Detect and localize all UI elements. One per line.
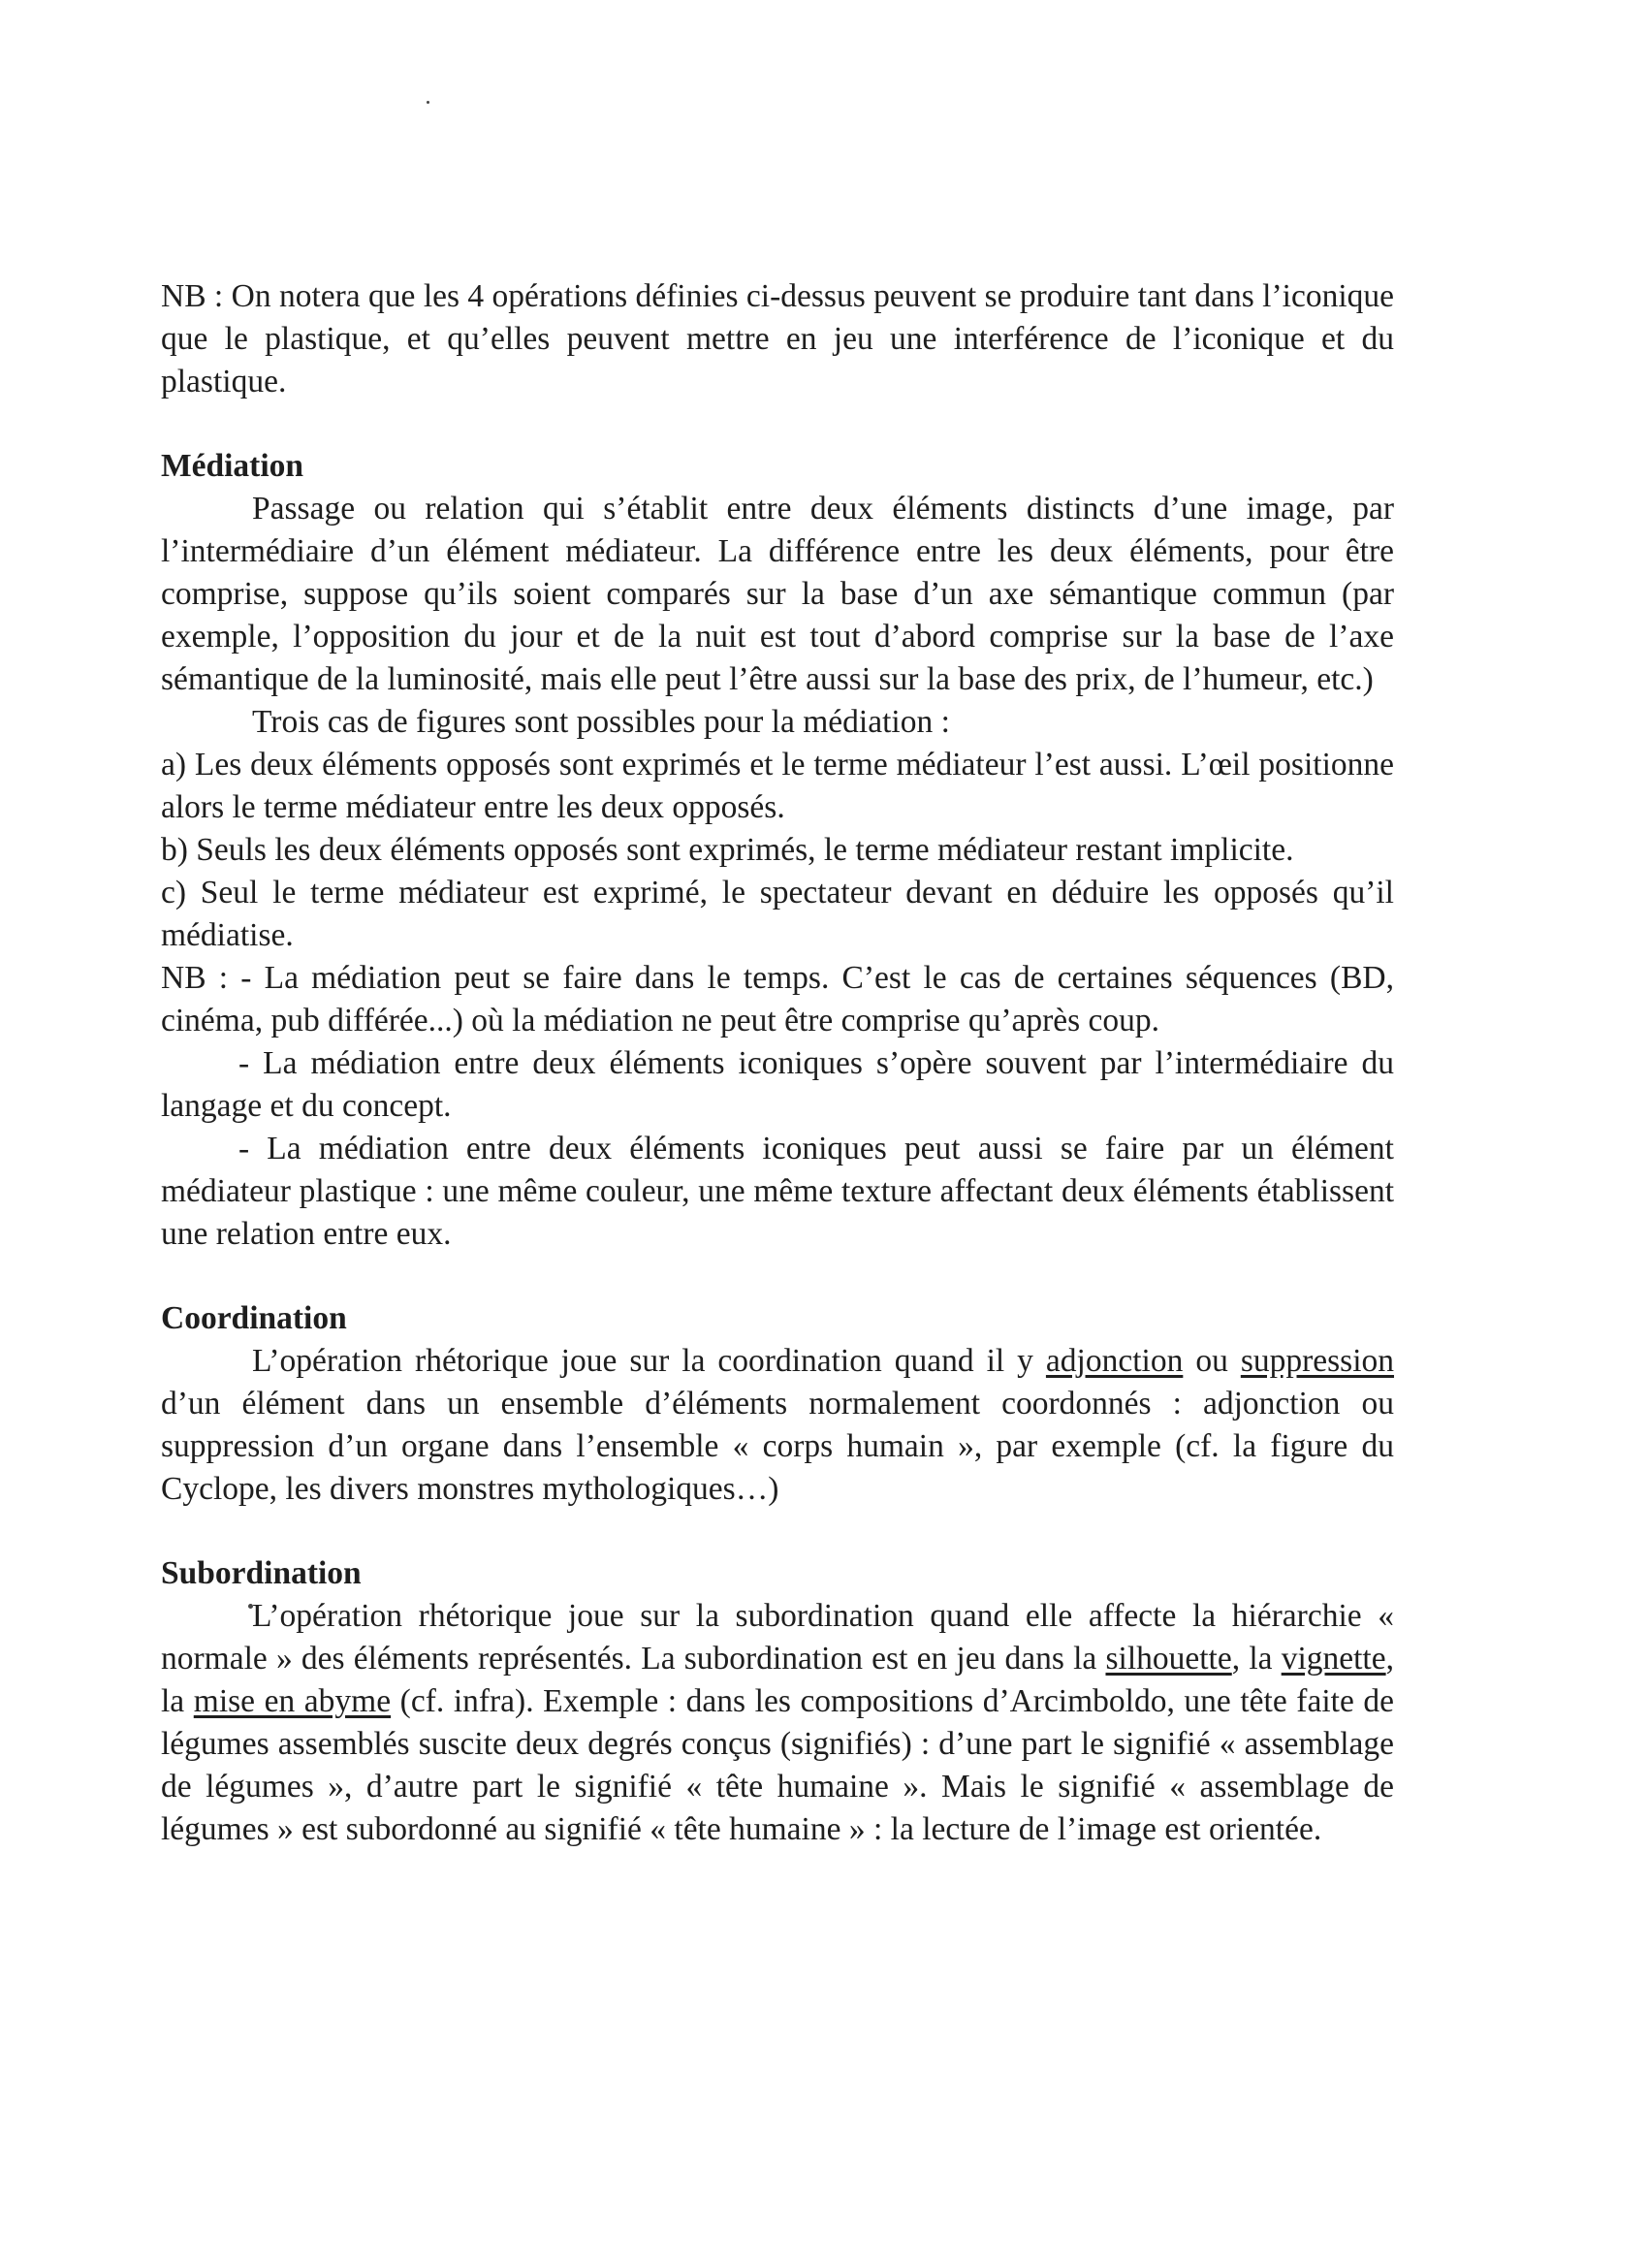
mediation-nb-1: NB : - La médiation peut se faire dans le temps. C’est le cas de certaines séquences (BD, cinéma, pub différée...) où la médiation ne peut être comprise qu’après coup. xyxy=(161,960,1394,1038)
intro-note: NB : On notera que les 4 opérations définies ci-dessus peuvent se produire tant dans l’iconique que le plastique, et qu’elles peuvent mettre en jeu une interférence de l’iconique et du plastique. xyxy=(161,278,1394,399)
heading-subordination: Subordination xyxy=(161,1555,362,1591)
term-silhouette: silhouette xyxy=(1105,1641,1232,1677)
coordination-text-1: L’opération rhétorique joue sur la coordination quand il y xyxy=(252,1343,1046,1379)
coordination-paragraph xyxy=(161,1340,1394,1511)
section-subordination xyxy=(161,1552,1394,1851)
subordination-paragraph xyxy=(161,1595,1394,1851)
subordination-text-1: L’opération rhétorique joue sur la subordination quand elle affecte la hiérarchie « normale » des éléments représentés. La subordination est en jeu dans la xyxy=(161,1598,1394,1677)
mediation-definition: Passage ou relation qui s’établit entre deux éléments distincts d’une image, par l’intermédiaire d’un élément médiateur. La différence entre les deux éléments, pour être comprise, suppose qu’ils soient comparés sur la base d’un axe sémantique commun (par exemple, l’opposition du jour et de la nuit est tout d’abord comprise sur la base de l’axe sémantique de la luminosité, mais elle peut l’être aussi sur la base des prix, de l’humeur, etc.) xyxy=(161,491,1394,697)
subordination-text-4: (cf. infra). Exemple : dans les compositions d’Arcimboldo, une tête faite de légumes assemblés suscite deux degrés conçus (signifiés) : d’une part le signifié « assemblage de légumes », d’autre part le signifié « tête humaine ». Mais le signifié « assemblage de légumes » est subordonné au signifié « tête humaine » : la lecture de l’image est orientée. xyxy=(161,1683,1395,1847)
section-coordination xyxy=(161,1297,1394,1511)
mediation-nb-2: - La médiation entre deux éléments iconiques s’opère souvent par l’intermédiaire du langage et du concept. xyxy=(161,1045,1394,1124)
term-suppression: suppression xyxy=(1240,1343,1395,1379)
mediation-case-b: b) Seuls les deux éléments opposés sont exprimés, le terme médiateur restant implicite. xyxy=(161,832,1294,868)
subordination-text-2: , la xyxy=(1231,1641,1282,1677)
heading-coordination: Coordination xyxy=(161,1300,347,1336)
mediation-case-c: c) Seul le terme médiateur est exprimé, le spectateur devant en déduire les opposés qu’il médiatise. xyxy=(161,875,1394,953)
heading-mediation: Médiation xyxy=(161,448,304,484)
scan-speck xyxy=(427,101,429,104)
section-mediation xyxy=(161,445,1394,1256)
term-mise-en-abyme: mise en abyme xyxy=(193,1683,392,1719)
mediation-case-a: a) Les deux éléments opposés sont exprimés et le terme médiateur l’est aussi. L’œil positionne alors le terme médiateur entre les deux opposés. xyxy=(161,747,1394,825)
subordination-text-3: , la xyxy=(161,1641,1394,1719)
mediation-nb-3: - La médiation entre deux éléments iconiques peut aussi se faire par un élément médiateur plastique : une même couleur, une même texture affectant deux éléments établissent une relation entre eux. xyxy=(161,1131,1394,1252)
coordination-text-3: d’un élément dans un ensemble d’éléments normalement coordonnés : adjonction ou suppression d’un organe dans l’ensemble « corps humain », par exemple (cf. la figure du Cyclope, les divers monstres mythologiques…) xyxy=(161,1386,1394,1507)
document-body xyxy=(161,275,1394,1851)
coordination-text-2: ou xyxy=(1183,1343,1241,1379)
term-adjonction: adjonction xyxy=(1045,1343,1184,1379)
mediation-cases-intro: Trois cas de figures sont possibles pour la médiation : xyxy=(252,704,950,740)
term-vignette: vignette xyxy=(1281,1641,1386,1677)
